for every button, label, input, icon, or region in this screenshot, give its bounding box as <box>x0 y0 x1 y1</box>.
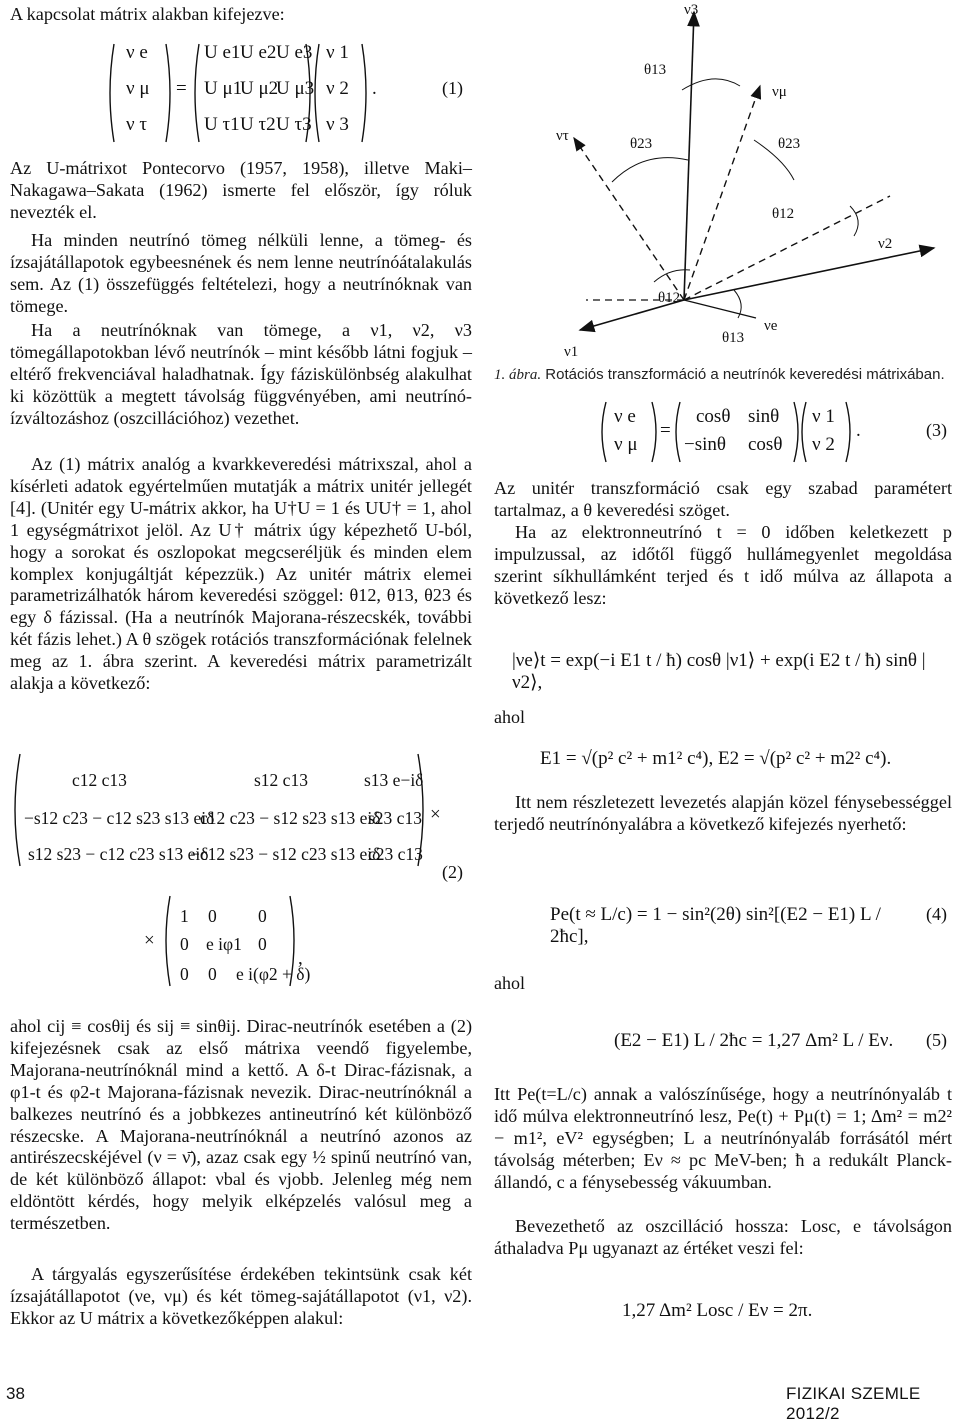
label-theta12: θ12 <box>772 206 795 222</box>
eq2-m1-cell: s13 e−iδ <box>364 770 424 790</box>
label-numu: νμ <box>772 84 787 100</box>
eq1-lhs-mu: ν μ <box>126 78 150 99</box>
eq1-rhs-3: ν 3 <box>326 114 349 135</box>
axis-nutau <box>574 138 684 300</box>
intro-text: A kapcsolat mátrix alakban kifejezve: <box>10 4 285 24</box>
axis-ve <box>684 300 756 318</box>
eq1-cell: U e1 <box>204 42 241 63</box>
eq2-m1-cell: s23 c13 <box>368 808 422 828</box>
eq1-cell: U e2 <box>240 42 277 63</box>
arc-theta12 <box>850 206 858 236</box>
eq2-m2-cell: 0 <box>180 934 189 954</box>
label-nue: νe <box>764 318 778 334</box>
eq2-number: (2) <box>442 862 463 882</box>
label-nu2: ν2 <box>878 236 893 252</box>
eq3-number: (3) <box>926 420 947 440</box>
paragraph: Az (1) mátrix analóg a kvarkkeveredési mátrixszal, ahol a kísérleti adatok egyértelműen mutatják a mátrix unitér jellegét [4]. (Unitér egy U-mátrix akkor, ha U†U = 1 és UU† = 1, ahol 1 egységmátrixot jelöl. Az U† mátrix úgy képezhető U-ból, hogy a sorokat és oszlopokat megcseréljük és minden elem komplex konjugáltját képezzük.) Az unitér mátrix elemei parametrizálhatók három keveredési szöggel: θ12, θ13, θ23 és egy δ fázissal. (Ha a neutrínók Majorana-részecskék, további két fázis lehet.) A θ szögek rotációs transzformációnak felelnek meg az 1. ábra szerint. A keveredési mátrix parametrizált alakja a következő: <box>10 454 472 694</box>
label-nutau: ντ <box>556 128 569 144</box>
paragraph: Az U-mátrixot Pontecorvo (1957, 1958), illetve Maki–Nakagawa–Sakata (1962) ismerte fel először, így róluk nevezték el. <box>10 158 472 222</box>
paragraph: Ha az elektronneutrínó t = 0 időben keletkezett p impulzussal, az időtől függő hullámegyenlet megoldása szerint síkhullámként terjed és t idő múlva az állapota a következő lesz: <box>494 522 952 608</box>
eq2-m2-cell: 0 <box>180 964 189 984</box>
label-nu3: ν3 <box>684 2 699 18</box>
eq1-cell: U μ1 <box>204 78 243 99</box>
label-theta13b: θ13 <box>722 330 745 346</box>
paragraph: Itt nem részletezett levezetés alapján közel fénysebességgel terjedő neutrínónyalábra a következő kifejezés nyerhető: <box>494 792 952 834</box>
eq3-cell: sinθ <box>748 406 780 427</box>
label-theta23b: θ23 <box>778 136 801 152</box>
label-theta13: θ13 <box>644 62 667 78</box>
eq1-rhs-1: ν 1 <box>326 42 349 63</box>
eq1-number: (1) <box>442 78 463 98</box>
eq3-rhs-1: ν 1 <box>812 406 835 427</box>
arc-theta23 <box>612 158 688 182</box>
equation-2 <box>10 748 472 1006</box>
eq2-m1-cell: s12 s23 − c12 c23 s13 eiδ <box>28 844 209 864</box>
paragraph: Az unitér transzformáció csak egy szabad paramétert tartalmaz, a θ keveredési szöget. <box>494 478 952 520</box>
equation-5: (E2 − E1) L / 2ħc = 1,27 Δm² L / Eν. <box>614 1030 894 1051</box>
eq3-equals: = <box>660 420 671 441</box>
journal-name: FIZIKAI SZEMLE 2012/2 <box>786 1384 921 1423</box>
eq5-number: (5) <box>926 1030 947 1050</box>
paragraph: Bevezethető az oszcilláció hossza: Losc, e távolságon áthaladva Pμ ugyanazt az értéket veszi fel: <box>494 1216 952 1258</box>
eq3-rhs-2: ν 2 <box>812 434 835 455</box>
eq2-times-2: × <box>144 930 155 951</box>
eq4-number: (4) <box>926 904 947 924</box>
eq3-cell: cosθ <box>696 406 731 427</box>
equation-osc: 1,27 Δm² Losc / Eν = 2π. <box>622 1300 813 1321</box>
eq3-lhs-e: ν e <box>614 406 636 427</box>
eq2-m1-cell: s12 c13 <box>254 770 308 790</box>
paragraph: Ha minden neutrínó tömeg nélküli lenne, a tömeg- és ízsajátállapotok egybeesnének és nem lenne neutrínóátalakulás sem. Az (1) összefüggés feltételezi, hogy a neutrínóknak van tömege. <box>10 230 472 316</box>
eq2-m2-cell: 1 <box>180 906 189 926</box>
paragraph: ahol cij ≡ cosθij és sij ≡ sinθij. Dirac-neutrínók esetében a (2) kifejezésnek csak az első mátrixa veendő figyelembe, Majorana-neutrínóknál mind a kettő. A δ-t Dirac-fázisnak, a φ1-t és φ2-t Majorana-fázisnak nevezik. Dirac-neutrínóknál a balkezes neutrínó és a jobbkezes antineutrínó két különböző részecske. A Majorana-neutrínóknál a neutrínó azonos az antirészecskéjével (ν = ν̄), azaz csak egy ½ spinű neutrínó van, de két különböző állapot: νbal és νjobb. Jelenleg még nem eldöntött kérdés, hogy melyik elképzelés valósul meg a természetben. <box>10 1016 472 1234</box>
eq3-cell: cosθ <box>748 434 783 455</box>
eq2-m1-cell: −s12 c23 − c12 s23 s13 eiδ <box>24 808 215 828</box>
axis-nu2 <box>684 248 934 300</box>
figure-1 <box>494 0 946 360</box>
eq2-m2-cell: e i(φ2 + δ) <box>236 964 311 984</box>
eq1-cell: U μ2 <box>240 78 279 99</box>
eq1-cell: U μ3 <box>276 78 315 99</box>
equation-4: Pe(t ≈ L/c) = 1 − sin²(2θ) sin²[(E2 − E1) L / 2ħc], <box>550 904 881 947</box>
eq1-cell: U e3 <box>276 42 313 63</box>
figure-caption-text: Rotációs transzformáció a neutrínók keveredési mátrixában. <box>545 366 945 383</box>
ahol-label: ahol <box>494 707 525 727</box>
eq2-m2-cell: 0 <box>258 934 267 954</box>
rotation-diagram <box>494 0 946 360</box>
axis-nu3 <box>684 12 694 300</box>
paragraph: Itt Pe(t=L/c) annak a valószínűsége, hogy a neutrínónyaláb t idő múlva elektronneutrínó lesz, Pe(t) + Pμ(t) = 1; Δm² = m2² − m1², eV² egységben; L a neutrínónyaláb forrásától mért távolság méterben; Eν ≈ pc MeV-ben; ħ a redukált Planck-állandó, c a fénysebesség vákuumban. <box>494 1084 952 1192</box>
eq3-cell: −sinθ <box>684 434 726 455</box>
eq2-m2-cell: 0 <box>258 906 267 926</box>
eq1-equals: = <box>176 78 187 99</box>
eq1-cell: U τ2 <box>240 114 276 135</box>
eq2-m1-cell: −c12 s23 − s12 c23 s13 eiδ <box>190 844 381 864</box>
page-number: 38 <box>6 1384 25 1403</box>
eq2-m1-cell: c12 c23 − s12 s23 s13 eiδ <box>200 808 381 828</box>
eq1-dot: . <box>372 78 377 99</box>
eq1-cell: U τ1 <box>204 114 240 135</box>
label-nu1: ν1 <box>564 344 579 360</box>
eq2-m1-cell: c23 c13 <box>368 844 423 864</box>
eq1-rhs-2: ν 2 <box>326 78 349 99</box>
eq2-m1-cell: c12 c13 <box>72 770 127 790</box>
eq2-times-1: × <box>430 804 441 825</box>
eq2-m2-cell: e iφ1 <box>206 934 242 954</box>
eq2-m2-cell: 0 <box>208 906 217 926</box>
paragraph: Ha a neutrínóknak van tömege, a ν1, ν2, ν3 tömegállapotokban lévő neutrínók – mint később látni fogjuk – eltérő frekvenciával haladhatnak. Így fáziskülönbség alakulhat ki közöttük a megtett távolság függvényében, ami neutrínó-ízváltozáshoz (oszcillációhoz) vezethet. <box>10 320 472 428</box>
eq3-lhs-mu: ν μ <box>614 434 638 455</box>
paragraph: A tárgyalás egyszerűsítése érdekében tekintsünk csak két ízsajátállapotot (νe, νμ) és két tömeg-sajátállapotot (ν1, ν2). Ekkor az U mátrix a következőképpen alakul: <box>10 1264 472 1328</box>
equation-state: |νe⟩t = exp(−i E1 t / ħ) cosθ |ν1⟩ + exp(i E2 t / ħ) sinθ |ν2⟩, <box>512 650 926 693</box>
label-theta12b: θ12 <box>658 290 681 306</box>
equation-3 <box>494 396 954 468</box>
equation-1 <box>10 38 472 148</box>
eq1-cell: U τ3 <box>276 114 312 135</box>
figure-caption <box>494 366 954 384</box>
eq1-lhs-e: ν e <box>126 42 148 63</box>
ahol-label: ahol <box>494 973 525 993</box>
eq1-lhs-tau: ν τ <box>126 114 147 135</box>
eq2-comma: , <box>298 948 303 969</box>
figure-caption-number: 1. ábra. <box>494 367 542 383</box>
label-theta23: θ23 <box>630 136 653 152</box>
eq3-dot: . <box>856 420 861 441</box>
equation-energy: E1 = √(p² c² + m1² c⁴), E2 = √(p² c² + m2² c⁴). <box>540 748 892 769</box>
eq2-m2-cell: 0 <box>208 964 217 984</box>
